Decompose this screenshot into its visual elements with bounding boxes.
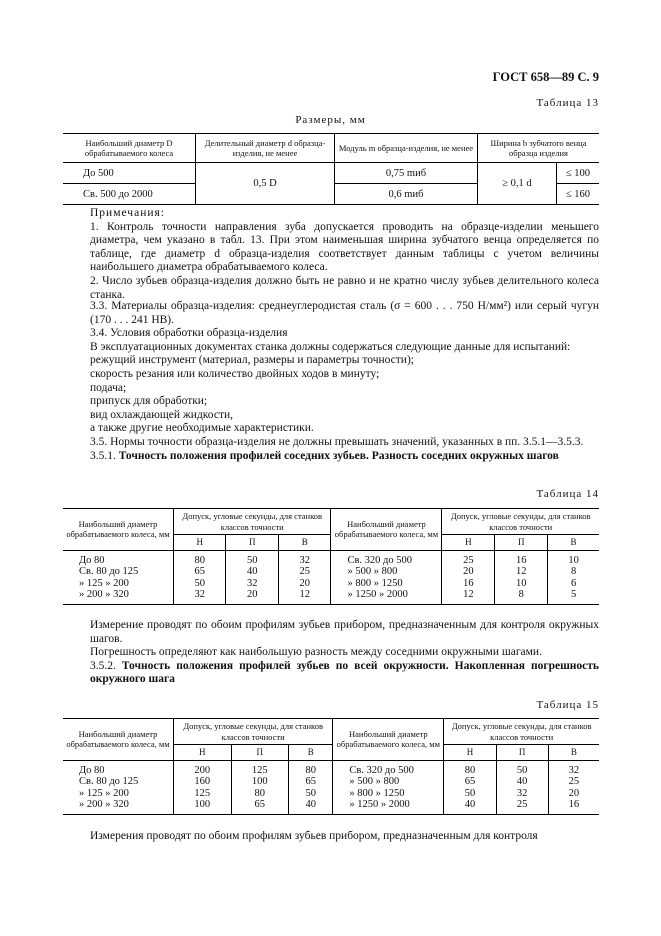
class-header: В: [548, 535, 599, 551]
table-cell: 8: [495, 589, 548, 604]
table-cell: Св. 80 до 125: [63, 566, 174, 578]
table-cell: » 1250 » 2000: [333, 799, 444, 814]
class-header: П: [226, 535, 278, 551]
section-3-5: 3.5. Нормы точности образца-изделия не должны превышать значений, указанных в пп. 3.5.1—3.5.3.: [90, 435, 584, 448]
note-1: 1. Контроль точности направления зуба допускается проводить на образце-изделии меньшего диаметра, чем указано в табл. 13. При этом наименьшая ширина зубчатого венца определяется по таблице, где диаметр d образца-изделия соответствует данным таблицы с учетом величины наибольшего диаметра обрабатываемого колеса.: [90, 220, 599, 274]
table-cell: 40: [289, 799, 333, 814]
middle-block: [90, 619, 599, 687]
class-header: Н: [174, 535, 226, 551]
table-cell: 12: [495, 566, 548, 578]
table-cell: 32: [496, 788, 548, 800]
table-row: [63, 760, 599, 776]
table-row: [63, 776, 599, 788]
error-text: Погрешность определяют как наибольшую разность между соседними окружными шагами.: [90, 646, 542, 659]
class-header: Н: [174, 745, 232, 761]
list-item: припуск для обработки;: [90, 395, 208, 408]
table-cell: 100: [231, 776, 289, 788]
table13-cell: ≤ 100: [557, 163, 600, 184]
table14: [63, 508, 599, 605]
list-item: скорость резания или количество двойных ходов в минуту;: [90, 367, 380, 380]
table-cell: 5: [548, 589, 599, 604]
table-cell: » 125 » 200: [63, 578, 174, 590]
table13: [63, 133, 599, 205]
table-cell: » 125 » 200: [63, 788, 174, 800]
final-block: [90, 830, 599, 844]
class-header: П: [495, 535, 548, 551]
table-cell: Св. 320 до 500: [331, 550, 442, 566]
notes-title: Примечания:: [90, 207, 165, 219]
table-cell: 65: [174, 566, 226, 578]
table-cell: 200: [174, 760, 232, 776]
class-header: В: [548, 745, 599, 761]
table13-cell: 0,5 D: [196, 163, 335, 205]
class-header: В: [278, 535, 331, 551]
table-cell: 20: [442, 566, 495, 578]
table-cell: 80: [289, 760, 333, 776]
table-row: [63, 589, 599, 604]
table-cell: 12: [278, 589, 331, 604]
table-cell: » 800 » 1250: [331, 578, 442, 590]
table-cell: 80: [174, 550, 226, 566]
table13-caption: Таблица 13: [536, 97, 599, 109]
table-cell: 8: [570, 566, 577, 577]
table-row: [63, 788, 599, 800]
table-cell: » 500 » 800: [333, 776, 444, 788]
table13-header-pitch: Делительный диаметр d образца-изделия, не менее: [196, 134, 335, 163]
table-cell: 50: [496, 760, 548, 776]
table14-caption: Таблица 14: [536, 488, 599, 500]
table-cell: » 1250 » 2000: [331, 589, 442, 604]
table-row: [63, 578, 599, 590]
table-cell: 10: [495, 578, 548, 590]
table14-header-group-left: Допуск, угловые секунды, для станков классов точности: [174, 509, 331, 535]
table-cell: 50: [289, 788, 333, 800]
class-header: В: [289, 745, 333, 761]
table-cell: До 80: [63, 760, 174, 776]
section-title: Точность положения профилей зубьев по всей окружности. Накопленная погрешность окружного шага: [90, 659, 600, 686]
table-cell: До 80: [63, 550, 174, 566]
table-cell: » 200 » 320: [63, 799, 174, 814]
table-cell: 10: [568, 554, 579, 566]
table-cell: » 500 » 800: [331, 566, 442, 578]
table-cell: 20: [226, 589, 278, 604]
table15-header-diameter-right: Наибольший диаметр обрабатываемого колеса, мм: [333, 719, 444, 761]
table-cell: Св. 320 до 500: [333, 760, 444, 776]
table13-cell: 0,75 mиб: [335, 163, 478, 184]
table-cell: 65: [444, 776, 496, 788]
table13-header-module: Модуль m образца-изделия, не менее: [335, 134, 478, 163]
table15-caption: Таблица 15: [536, 699, 599, 711]
list-item: вид охлаждающей жидкости,: [90, 408, 233, 421]
sections-block: [90, 300, 599, 463]
table-cell: 32: [174, 589, 226, 604]
table-cell: 40: [444, 799, 496, 814]
table-cell: 125: [174, 788, 232, 800]
table-cell: » 200 » 320: [63, 589, 174, 604]
table13-cell: ≥ 0,1 d: [478, 163, 557, 205]
measurement-text-1: Измерение проводят по обоим профилям зубьев прибором, предназначенным для контроля окружных шагов.: [90, 619, 599, 645]
table-cell: 25: [568, 776, 580, 787]
table-cell: 80: [231, 788, 289, 800]
table13-cell: 0,6 mиб: [335, 184, 478, 205]
page-header: ГОСТ 658—89 С. 9: [492, 70, 599, 84]
table-cell: 25: [278, 566, 331, 578]
table-cell: 25: [496, 799, 548, 814]
table-cell: 40: [496, 776, 548, 788]
table13-subtitle: Размеры, мм: [295, 114, 366, 126]
section-number: 3.5.1.: [90, 449, 116, 462]
table-row: [63, 163, 599, 184]
table14-header-diameter-right: Наибольший диаметр обрабатываемого колеса, мм: [331, 509, 442, 551]
table13-cell: До 500: [63, 163, 196, 184]
section-3-3: 3.3. Материалы образца-изделия: среднеуглеродистая сталь (σ = 600 . . . 750 Н/мм²) или серый чугун (170 . . . 241 НВ).: [90, 300, 599, 326]
list-item: а также другие необходимые характеристики.: [90, 422, 314, 435]
table-cell: 16: [548, 799, 599, 814]
section-3-4-intro: В эксплуатационных документах станка должны содержаться следующие данные для испытаний:: [90, 340, 571, 353]
table13-cell: ≤ 160: [557, 184, 600, 205]
class-header: П: [231, 745, 289, 761]
table-cell: 32: [278, 550, 331, 566]
table-cell: 32: [226, 578, 278, 590]
section-3-4-title: 3.4. Условия обработки образца-изделия: [90, 327, 288, 340]
table15-header-group-right: Допуск, угловые секунды, для станков классов точности: [444, 719, 599, 745]
table-cell: 16: [495, 550, 548, 566]
table15-header-group-left: Допуск, угловые секунды, для станков классов точности: [174, 719, 333, 745]
table-cell: 65: [289, 776, 333, 788]
table-cell: 40: [226, 566, 278, 578]
class-header: П: [496, 745, 548, 761]
table-cell: Св. 80 до 125: [63, 776, 174, 788]
table-cell: 125: [231, 760, 289, 776]
table15-header-diameter-left: Наибольший диаметр обрабатываемого колеса, мм: [63, 719, 174, 761]
table-row: [63, 550, 599, 566]
table-row: [63, 799, 599, 814]
note-2: 2. Число зубьев образца-изделия должно быть не равно и не кратно числу зубьев делительного колеса станка.: [90, 274, 599, 301]
table-cell: 50: [444, 788, 496, 800]
section-3-5-2: [90, 660, 599, 687]
class-header: Н: [444, 745, 496, 761]
section-title: Точность положения профилей соседних зубьев. Разность соседних окружных шагов: [118, 449, 559, 462]
table-cell: 100: [174, 799, 232, 814]
table13-header-diameter: Наибольший диаметр D обрабатываемого колеса: [63, 134, 196, 163]
table-cell: 65: [231, 799, 289, 814]
table13-header-row: [63, 134, 599, 163]
class-header: Н: [442, 535, 495, 551]
table-cell: 16: [442, 578, 495, 590]
table15: [63, 718, 599, 815]
table-cell: » 800 » 1250: [333, 788, 444, 800]
table-cell: 25: [442, 550, 495, 566]
table-cell: 32: [568, 764, 580, 776]
table-cell: 12: [442, 589, 495, 604]
table14-header-diameter-left: Наибольший диаметр обрабатываемого колеса, мм: [63, 509, 174, 551]
section-number: 3.5.2.: [90, 659, 116, 672]
list-item: подача;: [90, 381, 127, 394]
table-cell: 50: [174, 578, 226, 590]
table-cell: 80: [444, 760, 496, 776]
measurement-text-2: Измерения проводят по обоим профилям зубьев прибором, предназначенным для контроля: [90, 830, 538, 842]
table-row: [63, 566, 599, 578]
table-cell: 20: [568, 787, 580, 799]
table13-cell: Св. 500 до 2000: [63, 184, 196, 205]
table-cell: 50: [226, 550, 278, 566]
table-cell: 20: [278, 578, 331, 590]
table13-header-width: Ширина b зубчатого венца образца изделия: [478, 134, 600, 163]
table-cell: 160: [174, 776, 232, 788]
list-item: режущий инструмент (материал, размеры и параметры точности);: [90, 354, 414, 367]
table14-header-group-right: Допуск, угловые секунды, для станков классов точности: [442, 509, 599, 535]
section-3-5-1: [90, 450, 599, 464]
notes-block: [90, 207, 599, 302]
table-cell: 6: [570, 577, 577, 589]
